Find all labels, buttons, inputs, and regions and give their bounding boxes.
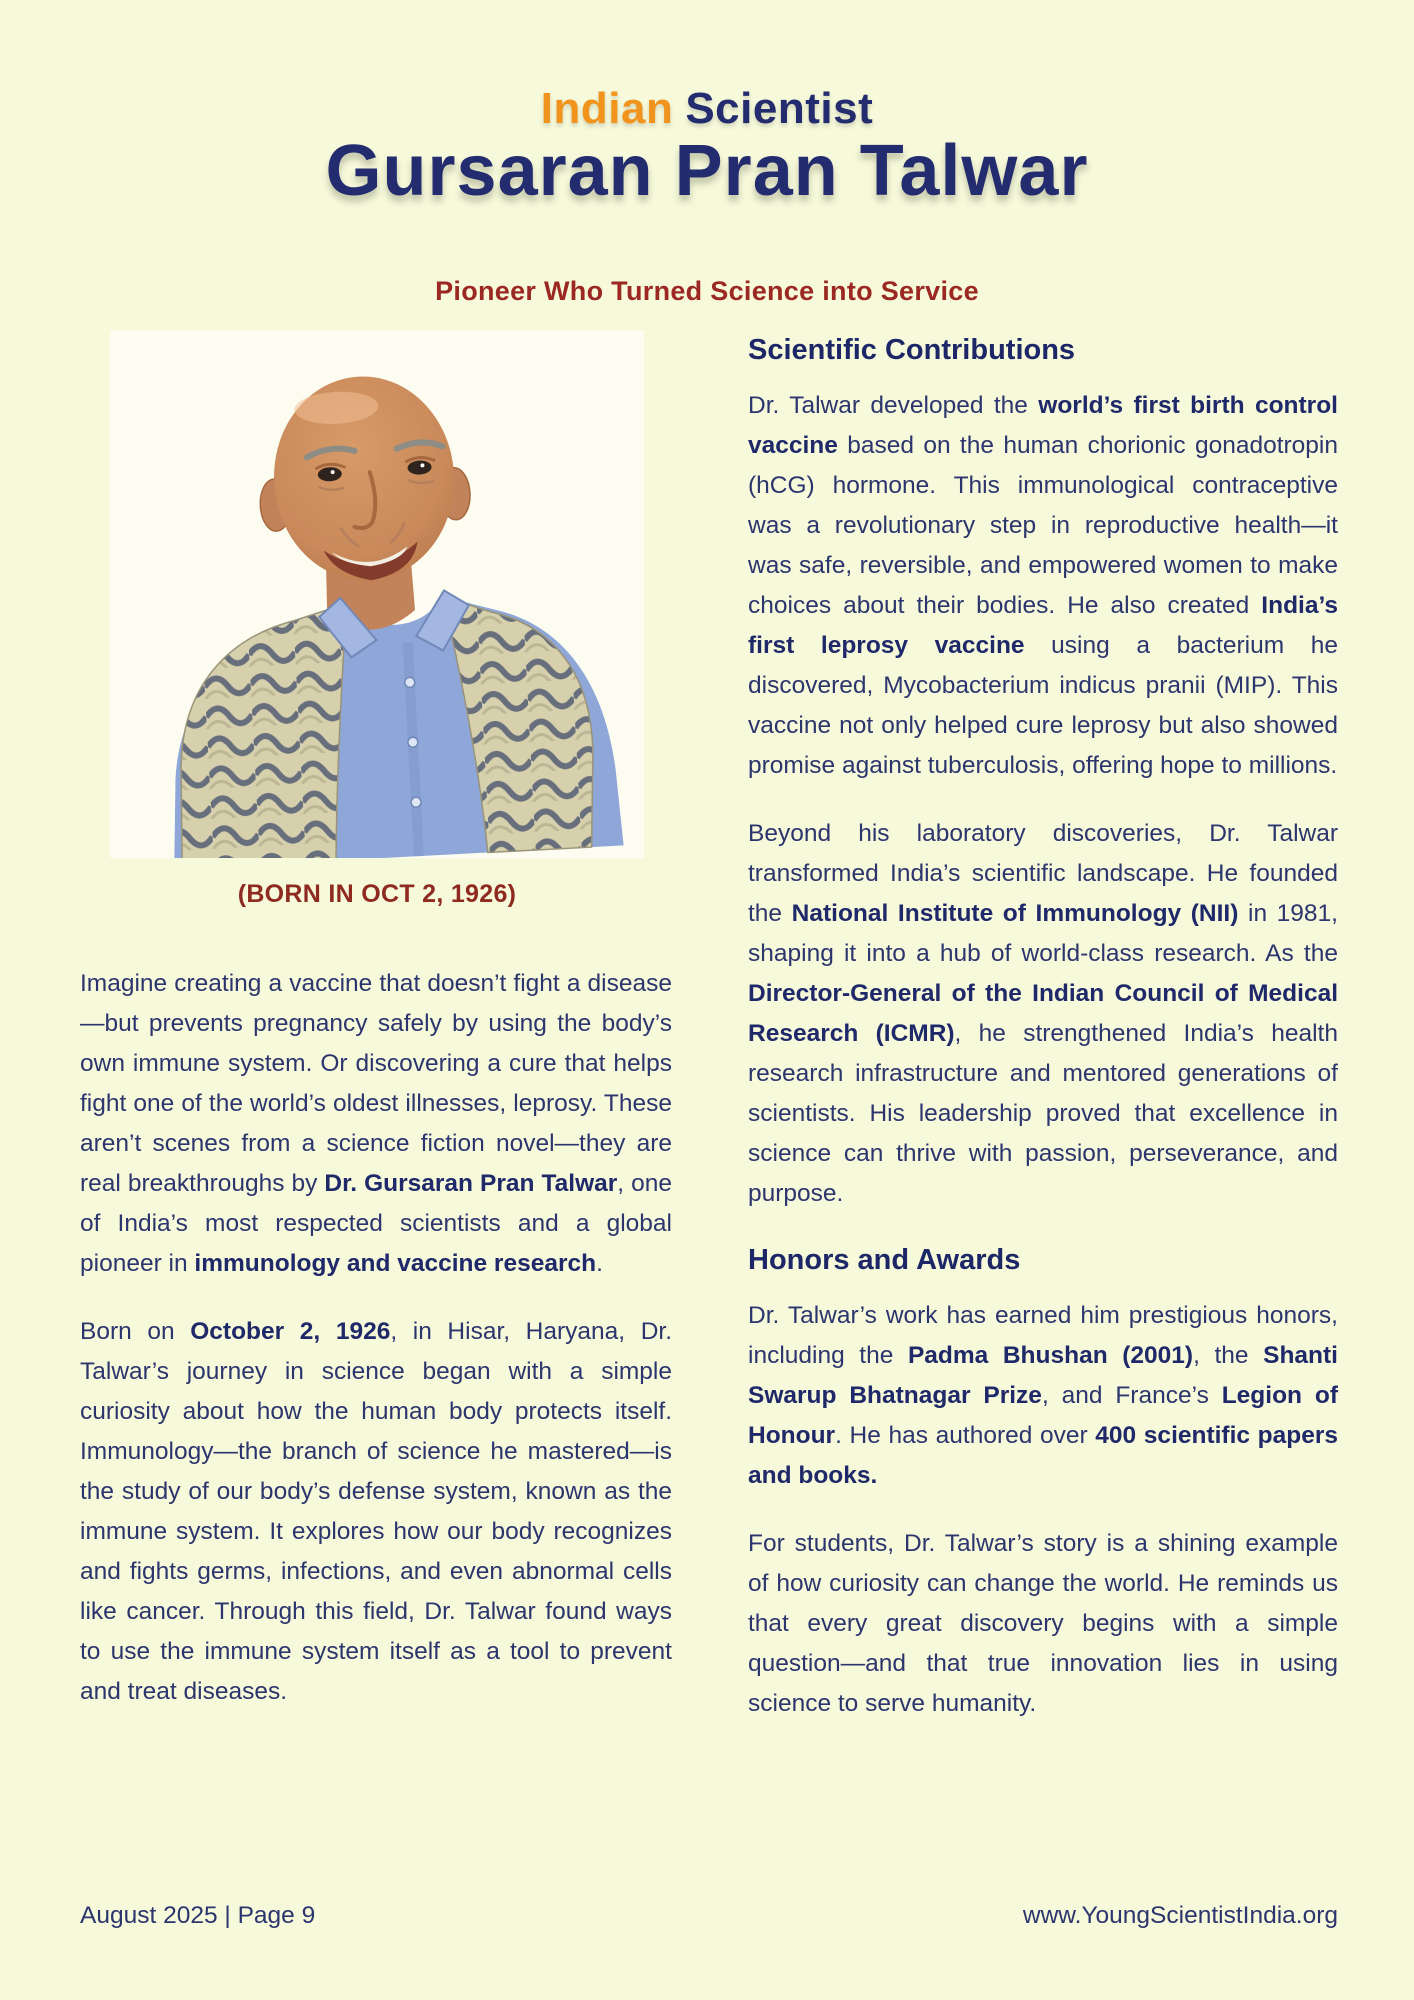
students-paragraph — [748, 1524, 1338, 1724]
text-run: Beyond his laboratory discoveries, Dr. Talwar transformed India’s scientific landscape. He founded the — [748, 820, 1338, 927]
text-run: Imagine creating a vaccine that doesn’t fight a disease—but prevents pregnancy safely by using the body’s own immune system. Or discovering a cure that helps fight one of the world’s oldest illnesses, leprosy. These aren’t scenes from a science fiction novel—they are real breakthroughs by — [80, 970, 672, 1197]
left-column — [80, 330, 672, 1740]
text-run: , in Hisar, Haryana, Dr. Talwar’s journey in science began with a simple curiosity about how the human body protects itself. Immunology—the branch of science he mastered—is the study of our body’s defense system, known as the immune system. It explores how our body recognizes and fights germs, infections, and even abnormal cells like cancer. Through this field, Dr. Talwar found ways to use the immune system itself as a tool to prevent and treat diseases. — [80, 1318, 672, 1705]
brand — [0, 84, 1414, 134]
text-run: . — [596, 1250, 603, 1277]
text-run: Shanti Swarup Bhatnagar Prize — [748, 1342, 1338, 1409]
text-run: Dr. Gursaran Pran Talwar — [324, 1170, 618, 1197]
text-run: Dr. Talwar developed the — [748, 392, 1039, 419]
text-run: For students, Dr. Talwar’s story is a shining example of how curiosity can change the world. He reminds us that every great discovery begins with a simple question—and that true innovation lies in using science to serve humanity. — [748, 1530, 1338, 1717]
portrait-illustration — [110, 330, 644, 858]
text-run: Padma Bhushan (2001) — [907, 1342, 1194, 1369]
photo-caption: (BORN IN OCT 2, 1926) — [237, 880, 517, 908]
honors-paragraph — [748, 1296, 1338, 1496]
text-run: , he strengthened India’s health research infrastructure and mentored generations of scientists. His leadership proved that excellence in science can thrive with passion, perseverance, and purpose. — [748, 1020, 1338, 1207]
text-run: Legion of Honour — [748, 1382, 1338, 1449]
intro-paragraph — [80, 964, 672, 1284]
text-run: using a bacterium he discovered, Mycobacterium indicus pranii (MIP). This vaccine not only helped cure leprosy but also showed promise against tuberculosis, offering hope to millions. — [748, 632, 1339, 779]
text-run: , one of India’s most respected scientists and a global pioneer in — [80, 1170, 672, 1277]
text-run: . He has authored over — [835, 1422, 1096, 1449]
text-run: October 2, 1926 — [190, 1318, 391, 1345]
text-run: Director-General of the Indian Council of Medical Research (ICMR) — [748, 980, 1338, 1047]
portrait-photo — [110, 330, 644, 858]
text-run: based on the human chorionic gonadotropin (hCG) hormone. This immunological contraceptive was a revolutionary step in reproductive health—it was safe, reversible, and empowered women to make choices about their bodies. He also created — [748, 432, 1338, 619]
text-run: 400 scientific papers and books. — [748, 1422, 1338, 1489]
page-footer — [80, 1902, 1338, 1930]
section-heading-scientific-contributions: Scientific Contributions — [748, 334, 1076, 366]
bio-paragraph — [80, 1312, 672, 1712]
text-run: , the — [1193, 1342, 1264, 1369]
page-title: Gursaran Pran Talwar — [325, 131, 1089, 211]
text-run: world’s first birth control vaccine — [748, 392, 1338, 459]
contributions-paragraph-2 — [748, 814, 1338, 1214]
brand-word-scientist: Scientist — [685, 84, 874, 133]
text-run: , and France’s — [1041, 1382, 1222, 1409]
text-run: Born on — [80, 1318, 191, 1345]
text-run: National Institute of Immunology (NII) — [791, 900, 1239, 927]
section-heading-honors-awards: Honors and Awards — [748, 1244, 1021, 1276]
right-column — [748, 332, 1338, 1752]
text-run: India’s first leprosy vaccine — [748, 592, 1338, 659]
text-run: Dr. Talwar’s work has earned him prestigious honors, including the — [748, 1302, 1338, 1369]
footer-website: www.YoungScientistIndia.org — [1022, 1902, 1338, 1929]
text-run: immunology and vaccine research — [194, 1250, 597, 1277]
page-subtitle: Pioneer Who Turned Science into Service — [435, 276, 979, 306]
contributions-paragraph-1 — [748, 386, 1338, 786]
brand-word-indian: Indian — [540, 84, 674, 133]
footer-date-page: August 2025 | Page 9 — [80, 1902, 316, 1929]
text-run: in 1981, shaping it into a hub of world-class research. As the — [748, 900, 1338, 967]
